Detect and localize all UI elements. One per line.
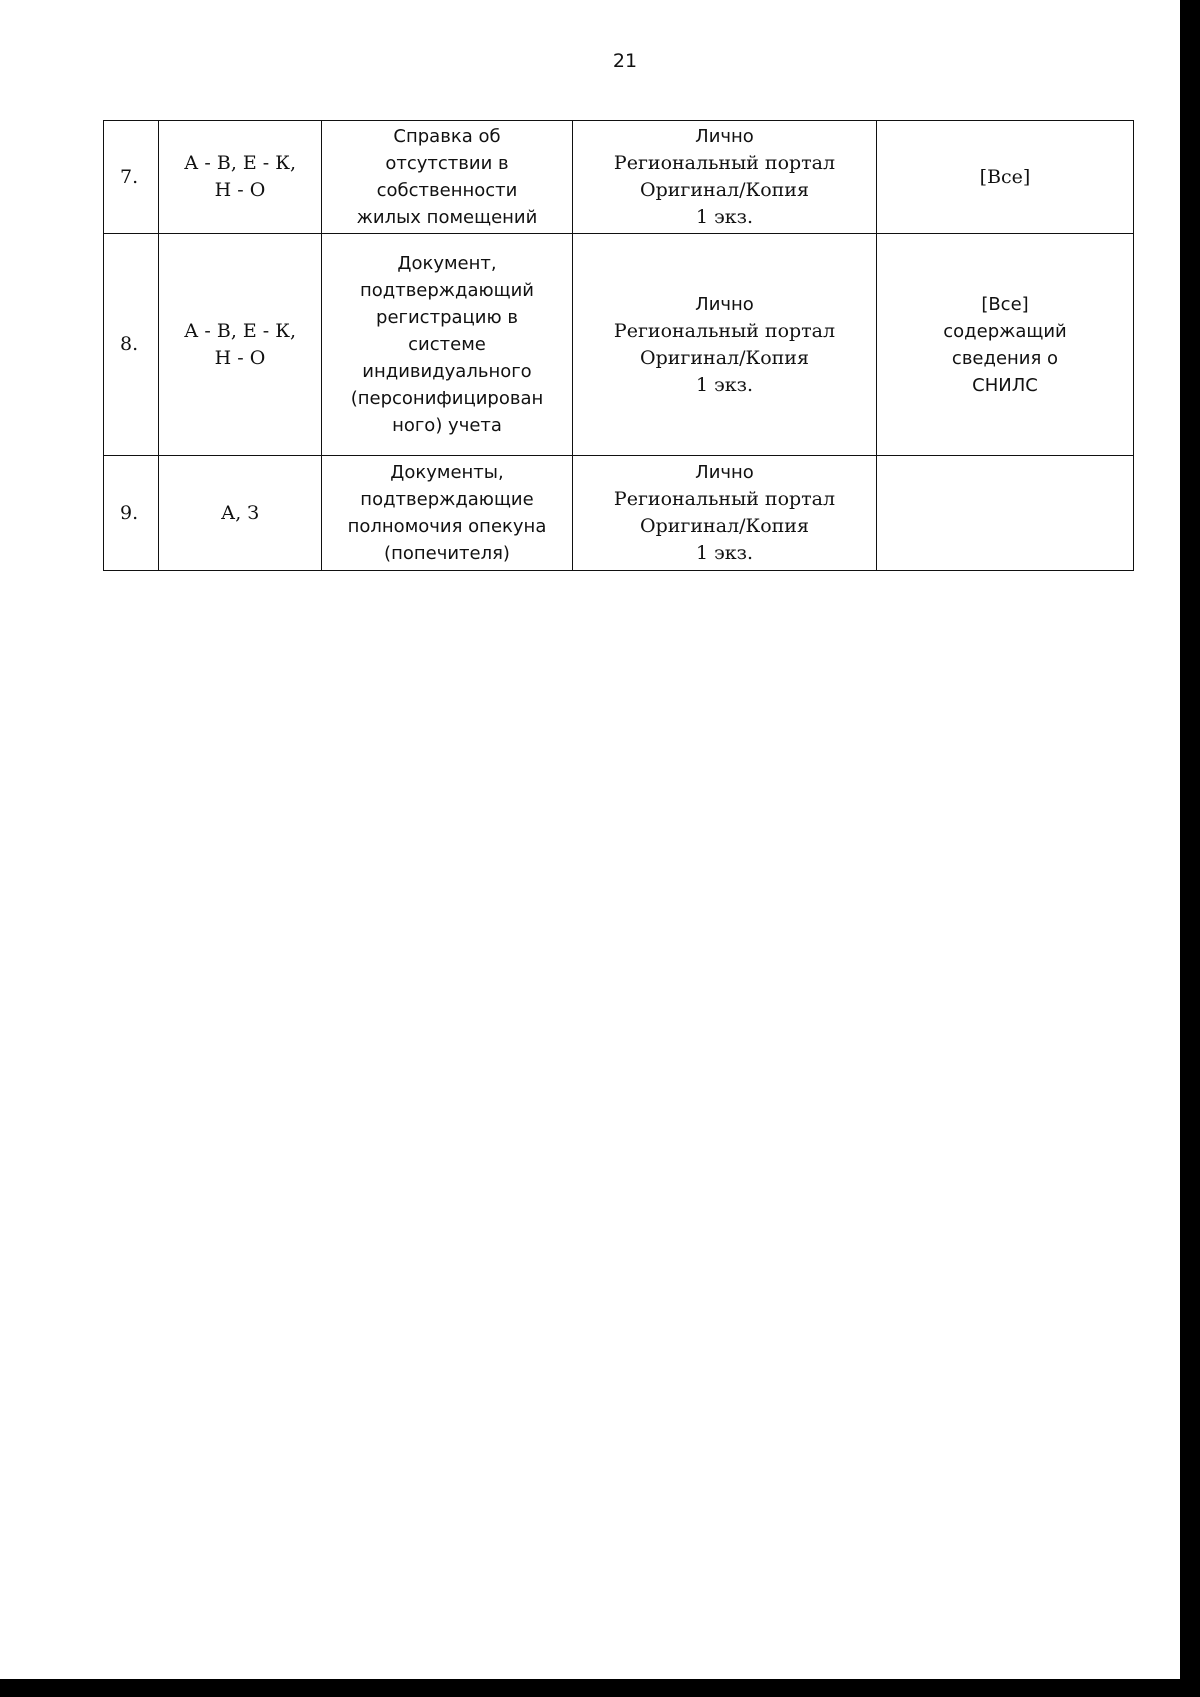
row-number: 8. — [104, 234, 159, 456]
note-cell — [877, 121, 1134, 234]
scan-edge-bottom — [0, 1679, 1200, 1697]
note-line: сведения о — [951, 347, 1059, 369]
applicant-codes-cell — [159, 121, 322, 234]
page-number: 21 — [612, 50, 638, 72]
document-line: индивидуального — [362, 361, 532, 382]
table-row — [104, 456, 1134, 571]
note-cell — [877, 234, 1134, 456]
document-name-cell — [322, 234, 573, 456]
note-line: СНИЛС — [972, 374, 1038, 396]
codes-line: А - В, Е - К, — [183, 319, 297, 342]
document-name-cell — [322, 121, 573, 234]
document-line: Документы, — [390, 462, 504, 483]
applicant-codes-cell — [159, 234, 322, 456]
method-line: 1 экз. — [695, 373, 754, 396]
note-line: [Все] — [981, 293, 1029, 315]
method-line: Региональный портал — [613, 488, 836, 510]
applicant-codes-cell — [159, 456, 322, 571]
document-line: Документ, — [397, 253, 497, 274]
documents-table — [103, 120, 1134, 571]
submission-method-cell — [573, 234, 877, 456]
method-line: Оригинал/Копия — [640, 346, 809, 369]
document-name-cell — [322, 456, 573, 571]
document-line: подтверждающие — [360, 489, 534, 510]
codes-line: А, З — [220, 501, 260, 524]
note-cell — [877, 456, 1134, 571]
row-number: 7. — [104, 121, 159, 234]
table-row — [104, 121, 1134, 234]
method-line: Лично — [695, 462, 754, 483]
document-line: отсутствии в — [385, 153, 509, 174]
method-line: 1 экз. — [695, 206, 754, 228]
method-line: Лично — [695, 126, 754, 147]
note-line: [Все] — [979, 165, 1031, 188]
document-line: Справка об — [393, 126, 501, 147]
method-line: Региональный портал — [613, 152, 836, 174]
method-line: 1 экз. — [695, 542, 754, 564]
codes-line: Н - О — [214, 346, 266, 369]
document-line: жилых помещений — [356, 207, 538, 228]
method-line: Лично — [695, 293, 754, 315]
document-line: ного) учета — [392, 415, 502, 436]
method-line: Оригинал/Копия — [640, 179, 809, 201]
document-line: полномочия опекуна — [347, 516, 547, 537]
submission-method-cell — [573, 456, 877, 571]
document-line: системе — [408, 334, 486, 355]
document-line: регистрацию в — [376, 307, 518, 328]
submission-method-cell — [573, 121, 877, 234]
codes-line: А - В, Е - К, — [183, 152, 297, 174]
document-line: (персонифицирован — [350, 388, 544, 409]
scan-edge-right — [1180, 0, 1200, 1697]
codes-line: Н - О — [214, 179, 266, 201]
document-line: собственности — [376, 180, 518, 201]
note-line: содержащий — [943, 320, 1067, 342]
document-line: (попечителя) — [384, 543, 510, 564]
document-line: подтверждающий — [359, 280, 534, 301]
method-line: Региональный портал — [613, 319, 836, 342]
table-row — [104, 234, 1134, 456]
row-number: 9. — [104, 456, 159, 571]
method-line: Оригинал/Копия — [640, 515, 809, 537]
